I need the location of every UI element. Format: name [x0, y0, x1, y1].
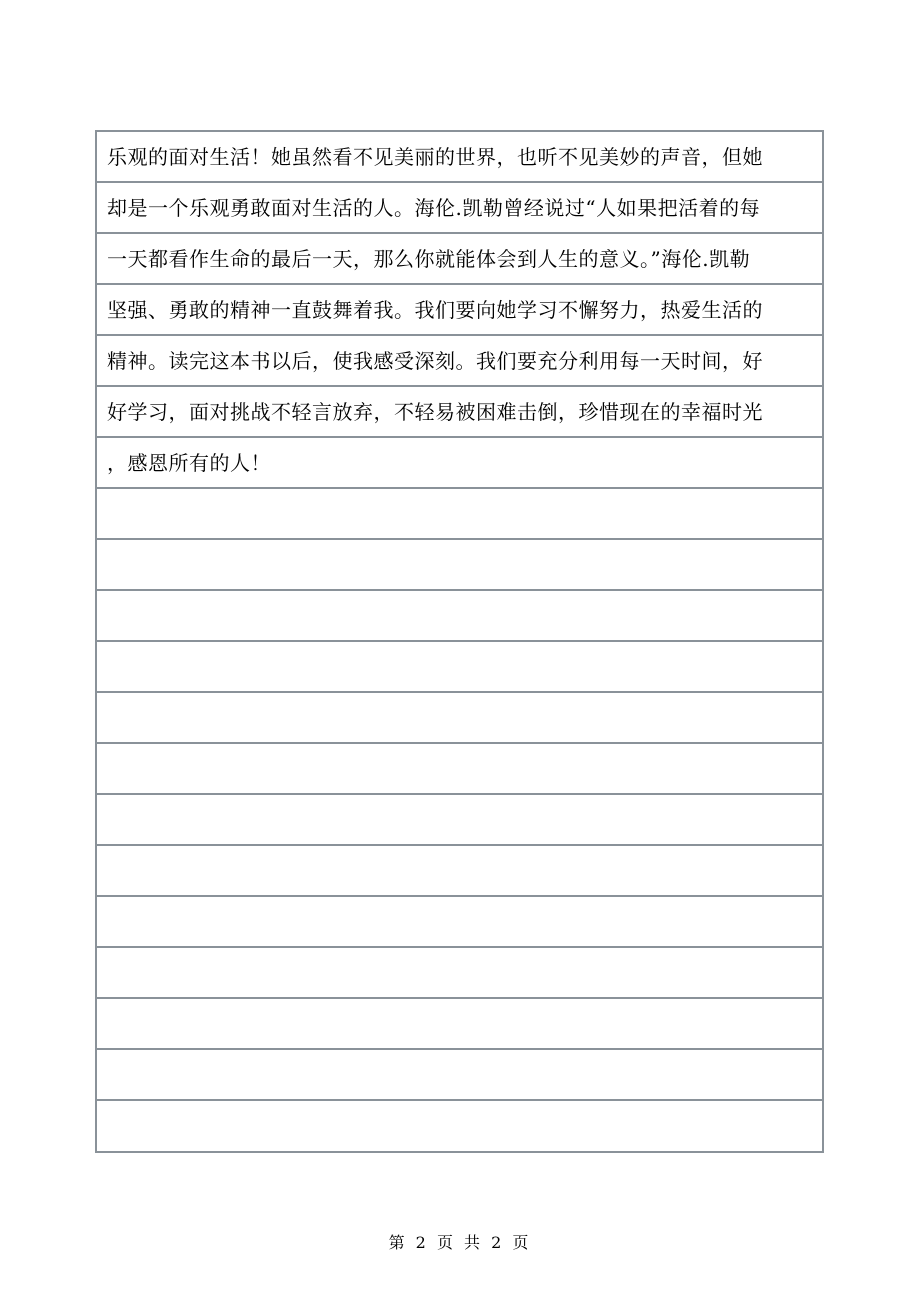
sheet-line-5: 精神。读完这本书以后，使我感受深刻。我们要充分利用每一天时间，好	[97, 336, 822, 387]
sheet-line-14	[97, 795, 822, 846]
sheet-line-6: 好学习，面对挑战不轻言放弃，不轻易被困难击倒，珍惜现在的幸福时光	[97, 387, 822, 438]
sheet-line-11	[97, 642, 822, 693]
sheet-line-20	[97, 1101, 822, 1151]
sheet-line-18	[97, 999, 822, 1050]
sheet-line-19	[97, 1050, 822, 1101]
sheet-line-4: 坚强、勇敢的精神一直鼓舞着我。我们要向她学习不懈努力，热爱生活的	[97, 285, 822, 336]
sheet-line-15	[97, 846, 822, 897]
sheet-line-1: 乐观的面对生活！她虽然看不见美丽的世界，也听不见美妙的声音，但她	[97, 132, 822, 183]
sheet-line-3: 一天都看作生命的最后一天，那么你就能体会到人生的意义。”海伦.凯勒	[97, 234, 822, 285]
lined-writing-sheet	[95, 130, 824, 1153]
sheet-line-9	[97, 540, 822, 591]
sheet-line-7: ，感恩所有的人！	[97, 438, 822, 489]
sheet-line-13	[97, 744, 822, 795]
sheet-line-12	[97, 693, 822, 744]
sheet-line-2: 却是一个乐观勇敢面对生活的人。海伦.凯勒曾经说过“人如果把活着的每	[97, 183, 822, 234]
sheet-line-17	[97, 948, 822, 999]
sheet-line-10	[97, 591, 822, 642]
sheet-line-16	[97, 897, 822, 948]
sheet-line-8	[97, 489, 822, 540]
page-number-footer: 第 2 页 共 2 页	[388, 1233, 532, 1252]
